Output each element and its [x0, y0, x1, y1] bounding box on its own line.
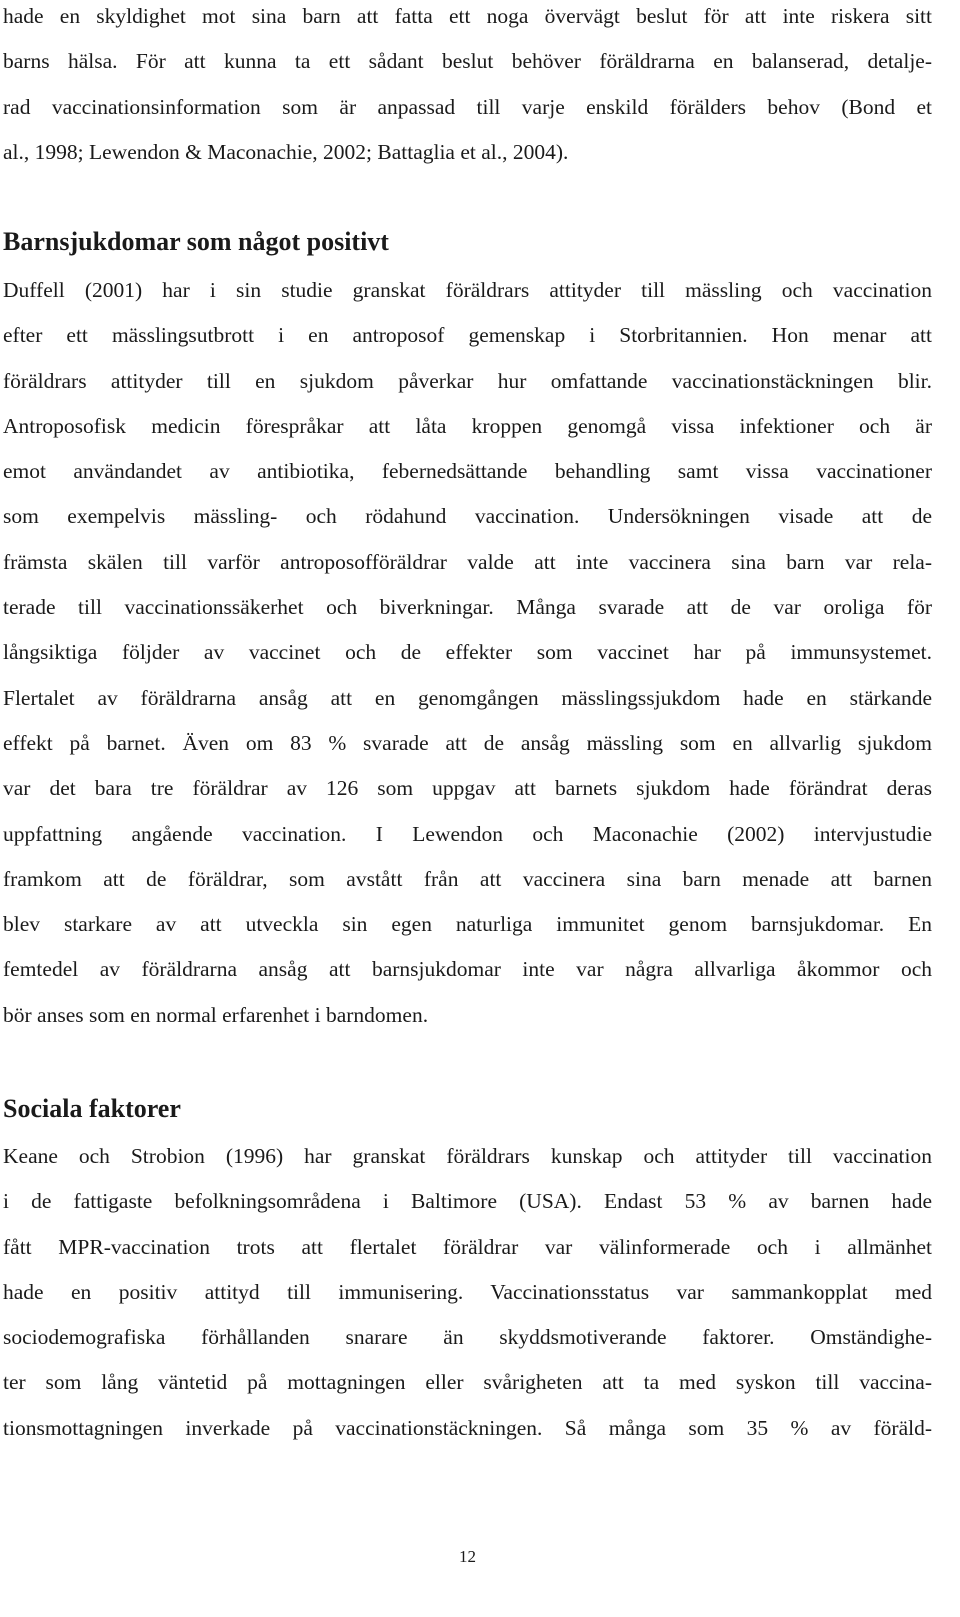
text-line: uppfattning angående vaccination. I Lewendon och Maconachie (2002) intervjustudie [3, 821, 932, 846]
text-line: bör anses som en normal erfarenhet i barndomen. [3, 1002, 429, 1027]
text-line: barns hälsa. För att kunna ta ett sådant beslut behöver föräldrarna en balanserad, detalje- [3, 49, 932, 74]
text-line: al., 1998; Lewendon & Maconachie, 2002; Battaglia et al., 2004). [3, 139, 569, 164]
text-line: Antroposofisk medicin förespråkar att låta kroppen genomgå vissa infektioner och är [3, 413, 932, 438]
page-number: 12 [459, 1547, 476, 1566]
text-line: Duffell (2001) har i sin studie granskat föräldrars attityder till mässling och vaccination [3, 278, 932, 302]
text-line: hade en skyldighet mot sina barn att fatta ett noga övervägt beslut för att inte riskera sitt [3, 4, 932, 28]
text-line: framkom att de föräldrar, som avstått från att vaccinera sina barn menade att barnen [3, 866, 932, 891]
text-line: sociodemografiska förhållanden snarare än skyddsmotiverande faktorer. Omständighe- [3, 1325, 932, 1350]
text-line: som exempelvis mässling- och rödahund vaccination. Undersökningen visade att de [3, 504, 932, 529]
text-line: ter som lång väntetid på mottagningen eller svårigheten att ta med syskon till vaccina- [3, 1370, 932, 1395]
text-line: långsiktiga följder av vaccinet och de effekter som vaccinet har på immunsystemet. [3, 640, 932, 665]
text-line: var det bara tre föräldrar av 126 som uppgav att barnets sjukdom hade förändrat deras [3, 776, 932, 801]
section-paragraph [3, 268, 932, 1038]
text-line: i de fattigaste befolkningsområdena i Baltimore (USA). Endast 53 % av barnen hade [3, 1189, 932, 1214]
text-line: efter ett mässlingsutbrott i en antroposof gemenskap i Storbritannien. Hon menar att [3, 323, 932, 348]
intro-paragraph [3, 0, 932, 175]
text-line: emot användandet av antibiotika, febernedsättande behandling samt vissa vaccinationer [3, 459, 932, 484]
text-line: blev starkare av att utveckla sin egen naturliga immunitet genom barnsjukdomar. En [3, 912, 932, 937]
text-line: Keane och Strobion (1996) har granskat föräldrars kunskap och attityder till vaccination [3, 1144, 932, 1168]
text-line: föräldrars attityder till en sjukdom påverkar hur omfattande vaccinationstäckningen blir. [3, 368, 932, 393]
text-line: fått MPR-vaccination trots att flertalet föräldrar var välinformerade och i allmänhet [3, 1234, 932, 1259]
text-line: rad vaccinationsinformation som är anpassad till varje enskild förälders behov (Bond et [3, 94, 932, 119]
text-line: främsta skälen till varför antroposofföräldrar valde att inte vaccinera sina barn var rela- [3, 549, 932, 574]
section-heading: Sociala faktorer [3, 1094, 181, 1123]
text-line: effekt på barnet. Även om 83 % svarade att de ansåg mässling som en allvarlig sjukdom [3, 730, 932, 755]
text-line: Flertalet av föräldrarna ansåg att en genomgången mässlingssjukdom hade en stärkande [3, 685, 932, 710]
text-line: femtedel av föräldrarna ansåg att barnsjukdomar inte var några allvarliga åkommor och [3, 957, 932, 982]
section-heading: Barnsjukdomar som något positivt [3, 227, 389, 256]
text-line: tionsmottagningen inverkade på vaccinationstäckningen. Så många som 35 % av föräld- [3, 1415, 932, 1440]
text-line: terade till vaccinationssäkerhet och biverkningar. Många svarade att de var oroliga för [3, 595, 932, 620]
section-paragraph [3, 1134, 932, 1451]
text-line: hade en positiv attityd till immunisering. Vaccinationsstatus var sammankopplat med [3, 1279, 932, 1304]
